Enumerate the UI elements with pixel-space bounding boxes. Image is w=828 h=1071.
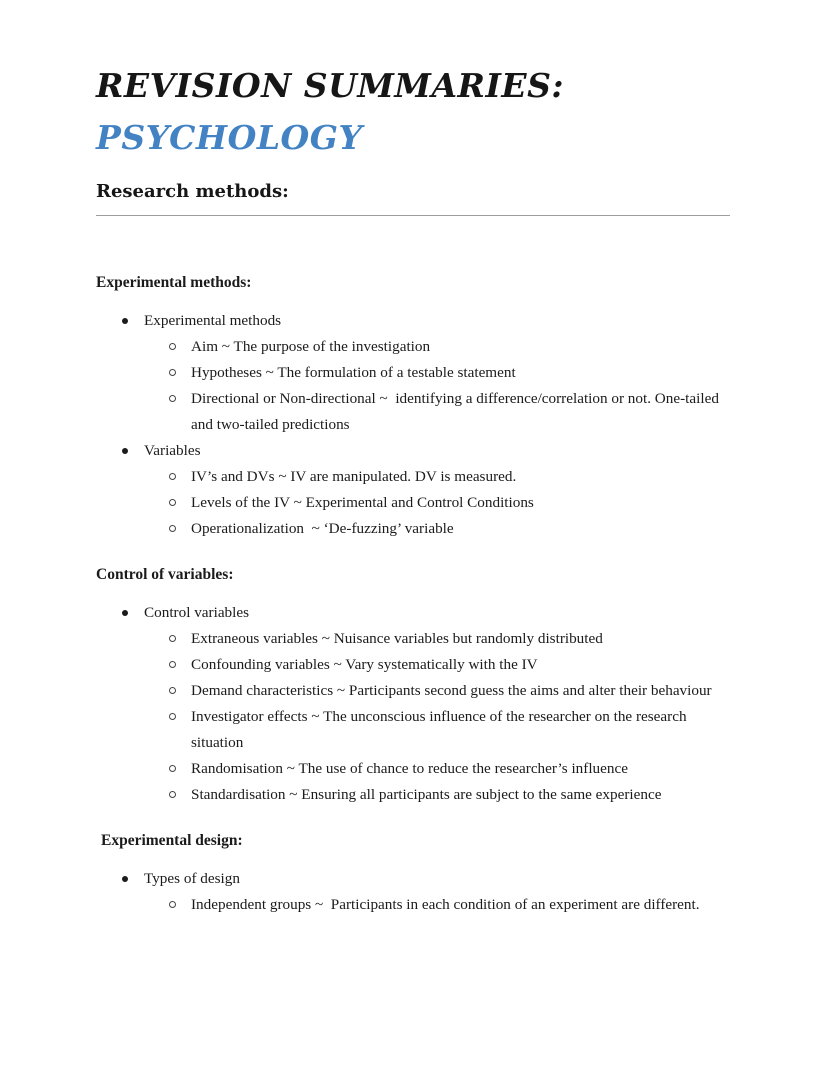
bullet-circle-icon [169,343,176,350]
document-body [96,270,730,918]
sub-bullet-item [96,678,730,704]
list-text: Variables [144,442,201,459]
bullet-circle-icon [169,765,176,772]
bullet-list [96,600,730,808]
list-text: Extraneous variables ~ Nuisance variables but randomly distributed [191,630,603,647]
list-text: Demand characteristics ~ Participants second guess the aims and alter their behaviour [191,682,712,699]
bullet-circle-icon [169,901,176,908]
bullet-item [96,308,730,334]
section-heading: Experimental design: [101,832,243,849]
document-title-line2: PSYCHOLOGY [96,118,363,157]
list-text: Randomisation ~ The use of chance to reduce the researcher’s influence [191,760,628,777]
list-text: Investigator effects ~ The unconscious influence of the researcher on the research situation [191,708,691,751]
bullet-circle-icon [169,635,176,642]
section-heading: Experimental methods: [96,274,252,291]
bullet-circle-icon [169,713,176,720]
bullet-disc-icon [122,876,128,882]
bullet-circle-icon [169,687,176,694]
bullet-circle-icon [169,369,176,376]
bullet-list [96,866,730,918]
sub-bullet-item [96,386,730,438]
bullet-item [96,600,730,626]
list-text: Hypotheses ~ The formulation of a testable statement [191,364,516,381]
bullet-circle-icon [169,473,176,480]
list-text: Standardisation ~ Ensuring all participants are subject to the same experience [191,786,662,803]
horizontal-rule [96,215,730,216]
sub-bullet-item [96,782,730,808]
sub-bullet-item [96,334,730,360]
list-text: Operationalization ~ ‘De-fuzzing’ variable [191,520,454,537]
bullet-list [96,308,730,542]
bullet-circle-icon [169,525,176,532]
list-text: Levels of the IV ~ Experimental and Control Conditions [191,494,534,511]
sub-bullet-item [96,516,730,542]
bullet-item [96,438,730,464]
list-text: Control variables [144,604,250,621]
sub-bullet-item [96,490,730,516]
list-text: Independent groups ~ Participants in each condition of an experiment are different. [191,896,700,913]
sub-bullet-item [96,892,730,918]
bullet-circle-icon [169,661,176,668]
list-text: Aim ~ The purpose of the investigation [191,338,431,355]
list-text: Experimental methods [144,312,282,329]
bullet-circle-icon [169,499,176,506]
bullet-circle-icon [169,395,176,402]
list-text: Types of design [144,870,240,887]
sub-bullet-item [96,704,730,756]
sub-bullet-item [96,652,730,678]
bullet-disc-icon [122,318,128,324]
sub-bullet-item [96,626,730,652]
bullet-disc-icon [122,448,128,454]
bullet-circle-icon [169,791,176,798]
list-text: Directional or Non-directional ~ identifying a difference/correlation or not. One-tailed and two-tailed predictions [191,390,723,433]
sub-bullet-item [96,464,730,490]
sub-bullet-item [96,360,730,386]
bullet-item [96,866,730,892]
sub-bullet-item [96,756,730,782]
list-text: Confounding variables ~ Vary systematically with the IV [191,656,538,673]
document-subtitle: Research methods: [96,181,289,202]
document-title-line1: REVISION SUMMARIES: [96,66,565,105]
list-text: IV’s and DVs ~ IV are manipulated. DV is measured. [191,468,517,485]
bullet-disc-icon [122,610,128,616]
section-heading: Control of variables: [96,566,234,583]
